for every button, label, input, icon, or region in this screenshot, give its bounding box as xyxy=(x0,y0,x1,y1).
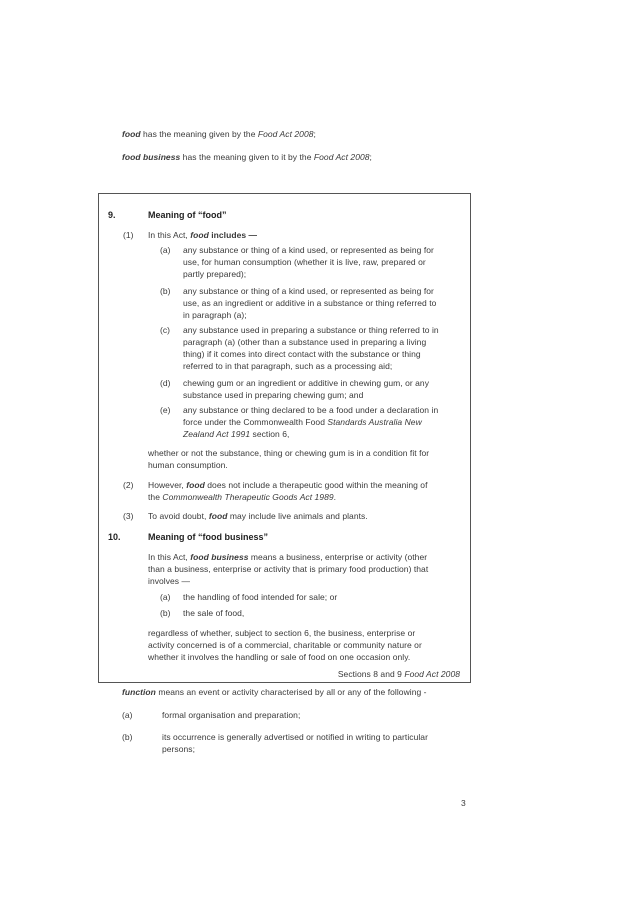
intro-end: includes — xyxy=(208,230,258,240)
act-ref: Zealand Act 1991 xyxy=(183,429,251,439)
intro-term: food xyxy=(190,230,209,240)
def-food-business xyxy=(122,151,372,163)
item-label: (e) xyxy=(160,405,171,415)
body-line: than a business, enterprise or activity that is primary food production) that xyxy=(148,564,429,574)
clause-line: human consumption. xyxy=(148,460,228,470)
line-text: . xyxy=(333,492,337,502)
section-10-number: 10. xyxy=(108,532,121,542)
item-text xyxy=(183,324,439,372)
def-term: food xyxy=(122,129,141,139)
subsection-1-intro xyxy=(148,229,257,241)
def-end: ; xyxy=(313,129,316,139)
item-text xyxy=(183,404,438,440)
def-text: has the meaning given to it by the xyxy=(180,152,314,162)
subsection-number: (1) xyxy=(123,230,134,240)
defined-term: food business xyxy=(190,552,249,562)
subsection-3-text xyxy=(148,510,368,522)
item-label: (a) xyxy=(122,710,133,720)
line-text: force under the Commonwealth Food xyxy=(183,417,328,427)
item-label: (d) xyxy=(160,378,171,388)
section-9-number: 9. xyxy=(108,210,116,220)
item-text xyxy=(183,285,436,321)
source-text: Sections 8 and 9 xyxy=(337,669,405,679)
def-text: means an event or activity characterised by all or any of the following - xyxy=(155,687,427,697)
item-line: its occurrence is generally advertised or notified in writing to particular xyxy=(162,732,428,742)
line-text: the xyxy=(148,492,163,502)
act-ref: Standards Australia New xyxy=(327,417,422,427)
page-number: 3 xyxy=(461,798,466,808)
item-line xyxy=(183,428,438,440)
item-line: partly prepared); xyxy=(183,269,247,279)
def-term: function xyxy=(122,687,156,697)
subsection-line xyxy=(148,491,428,503)
item-label: (c) xyxy=(160,325,171,335)
def-function xyxy=(122,686,427,698)
item-line: persons; xyxy=(162,744,196,754)
clause-line: whether it involves the handling or sale of food on one occasion only. xyxy=(148,652,411,662)
line-text: However, xyxy=(148,480,187,490)
item-label: (b) xyxy=(122,732,133,742)
item-text: the sale of food, xyxy=(183,608,245,618)
subsection-line xyxy=(148,479,428,491)
item-line: any substance used in preparing a substance or thing referred to in xyxy=(183,325,439,335)
item-label: (a) xyxy=(160,592,171,602)
item-line: any substance or thing declared to be a food under a declaration in xyxy=(183,405,439,415)
section-9-title: Meaning of “food” xyxy=(148,210,227,220)
item-line: referred to in that paragraph, such as a processing aid; xyxy=(183,361,393,371)
item-line: chewing gum or an ingredient or additive in chewing gum, or any xyxy=(183,378,430,388)
def-term: food business xyxy=(122,152,181,162)
item-line: substance used in preparing chewing gum; and xyxy=(183,390,364,400)
item-text xyxy=(162,709,300,721)
subsection-2-text xyxy=(148,479,428,503)
item-line: thing) if it comes into direct contact with the substance or thing xyxy=(183,349,421,359)
item-line: any substance or thing of a kind used, or represented as being for xyxy=(183,245,434,255)
item-line: in paragraph (a); xyxy=(183,310,247,320)
item-text xyxy=(162,731,428,755)
defined-term: food xyxy=(208,511,228,521)
item-text xyxy=(183,244,434,280)
line-text: means a business, enterprise or activity (other xyxy=(248,552,428,562)
intro-text: In this Act, xyxy=(148,230,191,240)
act-ref: Commonwealth Therapeutic Goods Act 1989 xyxy=(162,492,334,502)
section-10-title: Meaning of “food business” xyxy=(148,532,269,542)
def-food xyxy=(122,128,316,140)
body-line xyxy=(148,551,428,563)
line-text: In this Act, xyxy=(148,552,191,562)
regardless-clause xyxy=(148,627,422,663)
line-text: To avoid doubt, xyxy=(148,511,209,521)
subsection-number: (2) xyxy=(123,480,134,490)
defined-term: food xyxy=(186,480,205,490)
def-end: ; xyxy=(369,152,372,162)
whether-clause xyxy=(148,447,429,471)
clause-line: regardless of whether, subject to section 6, the business, enterprise or xyxy=(148,628,416,638)
item-line xyxy=(183,416,438,428)
clause-line: activity concerned is of a commercial, charitable or community nature or xyxy=(148,640,422,650)
item-label: (a) xyxy=(160,245,171,255)
item-line: any substance or thing of a kind used, or represented as being for xyxy=(183,286,434,296)
clause-line: whether or not the substance, thing or chewing gum is in a condition fit for xyxy=(148,448,430,458)
act-ref: Food Act 2008 xyxy=(257,129,314,139)
source-reference xyxy=(338,668,460,680)
item-text xyxy=(183,377,429,401)
item-line: paragraph (a) (other than a substance used in preparing a living xyxy=(183,337,427,347)
item-label: (b) xyxy=(160,608,171,618)
body-line: involves — xyxy=(148,576,191,586)
line-text: may include live animals and plants. xyxy=(227,511,368,521)
line-text: does not include a therapeutic good within the meaning of xyxy=(204,480,428,490)
subsection-number: (3) xyxy=(123,511,134,521)
act-ref: Food Act 2008 xyxy=(404,669,460,679)
def-text: has the meaning given by the xyxy=(140,129,258,139)
act-ref: Food Act 2008 xyxy=(313,152,370,162)
item-line: use, for human consumption (whether it is live, raw, prepared or xyxy=(183,257,426,267)
line-text: section 6, xyxy=(250,429,290,439)
item-line: use, as an ingredient or additive in a substance or thing referred to xyxy=(183,298,437,308)
section-10-body xyxy=(148,551,428,587)
item-text: the handling of food intended for sale; or xyxy=(183,592,338,602)
item-label: (b) xyxy=(160,286,171,296)
item-line: formal organisation and preparation; xyxy=(162,710,301,720)
